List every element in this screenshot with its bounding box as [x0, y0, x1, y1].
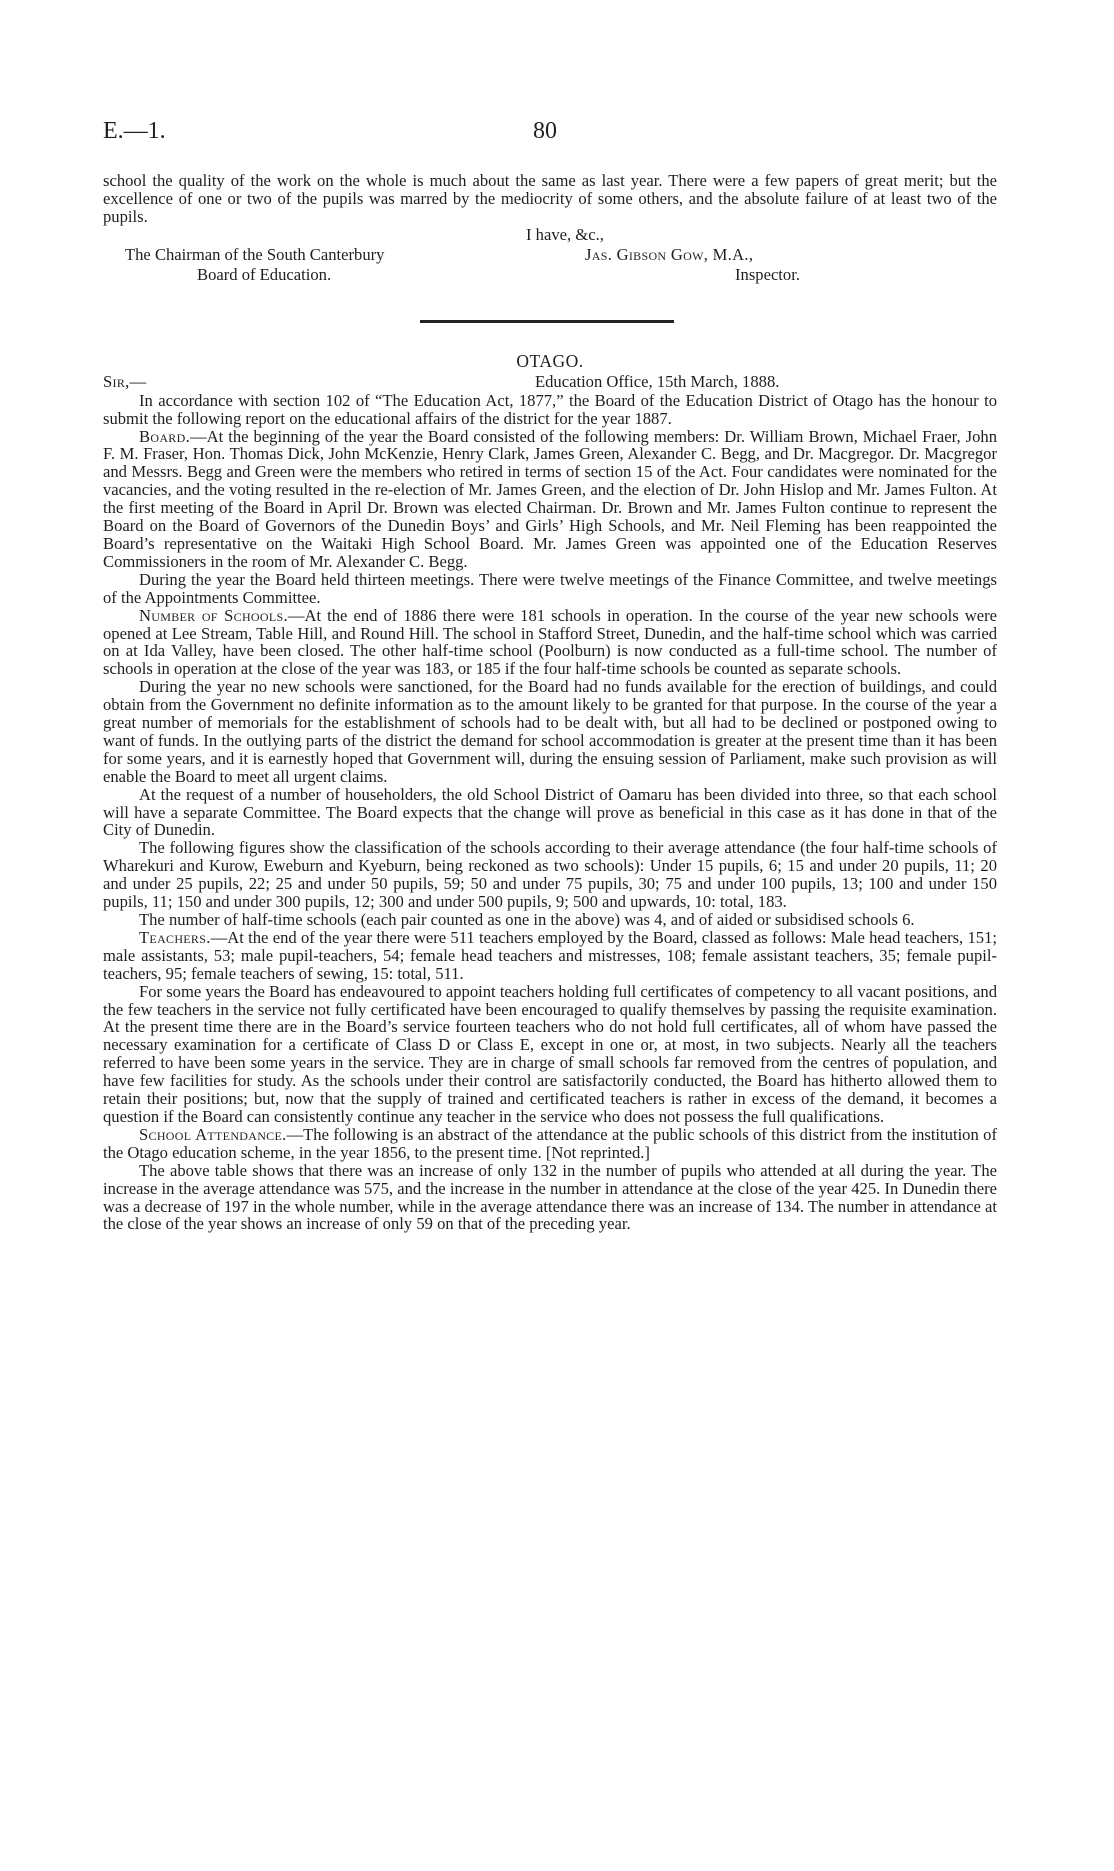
paragraph-text: The number of half-time schools (each pair counted as one in the above) was 4, and of aided or subsidised schools 6. [139, 910, 915, 929]
paragraph-heading: School Attendance. [139, 1124, 287, 1144]
paragraph-text: The following figures show the classification of the schools according to their average attendance (the four half-time schools of Wharekuri and Kurow, Eweburn and Kyeburn, being reckoned as two schools): Under 15 pupils, 6; 15 and under 20 pupils, 11; 20 and under 25 pupils, 22; 25 and under 50 pupils, 59; 50 and under 75 pupils, 30; 75 and under 100 pupils, 13; 100 and under 150 pupils, 11; 150 and under 300 pupils, 12; 300 and under 500 pupils, 9; 500 and upwards, 10: total, 183. [103, 838, 997, 912]
report-paragraph [103, 428, 997, 571]
report-paragraph [103, 911, 997, 929]
report-paragraph [103, 983, 997, 1126]
report-paragraph [103, 571, 997, 607]
paragraph-text: At the request of a number of householders, the old School District of Oamaru has been divided into three, so that each school will have a separate Committee. The Board expects that the change will prove as beneficial in this case as it has done in that of the City of Dunedin. [103, 784, 997, 840]
paragraph-heading: Board. [139, 426, 191, 446]
signatory-title: Inspector. [735, 264, 800, 284]
page-header [103, 118, 1003, 150]
paragraph-text: In accordance with section 102 of “The Education Act, 1877,” the Board of the Education District of Otago has the honour to submit the following report on the educational affairs of the district for the year 1887. [103, 390, 997, 428]
salutation-line [103, 373, 997, 392]
intro-paragraph: school the quality of the work on the whole is much about the same as last year. There were a few papers of great merit; but the excellence of one or two of the pupils was marred by the mediocrity of some others, and the absolute failure of at least two of the pupils. [103, 171, 997, 226]
paragraph-heading: Teachers. [139, 927, 211, 947]
paragraph-text: During the year the Board held thirteen meetings. There were twelve meetings of the Finance Committee, and twelve meetings of the Appointments Committee. [103, 569, 997, 607]
report-paragraph [103, 929, 997, 983]
closing-line: I have, &c., [526, 224, 604, 244]
section-divider-rule [420, 320, 674, 323]
addressee-line-1: The Chairman of the South Canterbury [125, 244, 385, 264]
report-paragraph [103, 392, 997, 428]
page-body [103, 172, 997, 1233]
report-paragraphs [103, 392, 997, 1234]
report-paragraph [103, 839, 997, 911]
report-paragraph [103, 786, 997, 840]
salutation: Sir,— [103, 371, 147, 391]
letter-signoff [103, 226, 997, 298]
report-paragraph [103, 607, 997, 679]
paragraph-text: —At the beginning of the year the Board consisted of the following members: Dr. William Brown, Michael Fraer, John F. M. Fraser, Hon. Thomas Dick, John McKenzie, Henry Clark, James Green, Alexander C. Begg, and Dr. Macgregor. Dr. Macgregor and Messrs. Begg and Green were the members who retired in terms of section 15 of the Act. Four candidates were nominated for the vacancies, and the voting resulted in the re-election of Mr. James Green, and the election of Dr. John Hislop and Mr. James Fulton. At the first meeting of the Board in April Dr. Brown was elected Chairman. Dr. Brown and Mr. James Fulton continue to represent the Board on the Board of Governors of the Dunedin Boys’ and Girls’ High Schools, and Mr. Neil Fleming has been reappointed the Board’s representative on the Waitaki High School Board. Mr. James Green was appointed one of the Education Reserves Commissioners in the room of Mr. Alexander C. Begg. [103, 426, 997, 571]
parliamentary-paper-reference: E.—1. [103, 118, 166, 144]
dateline: Education Office, 15th March, 1888. [535, 371, 780, 391]
paragraph-text: During the year no new schools were sanctioned, for the Board had no funds available for the erection of buildings, and could obtain from the Government no definite information as to the amount likely to be granted for that purpose. In the course of the year a great number of memorials for the establishment of schools had to be dealt with, but all had to be declined or postponed owing to want of funds. In the outlying parts of the district the demand for school accommodation is greater at the present time than it has been for some years, and it is earnestly hoped that Government will, during the ensuing session of Parliament, make such provision as will enable the Board to meet all urgent claims. [103, 677, 997, 786]
addressee-line-2: Board of Education. [197, 264, 332, 284]
paragraph-text: The above table shows that there was an increase of only 132 in the number of pupils who attended at all during the year. The increase in the average attendance was 575, and the increase in the number in attendance at the close of the year 425. In Dunedin there was a decrease of 197 in the whole number, while in the average attendance there was an increase of 134. The number in attendance at the close of the year shows an increase of only 59 on that of the preceding year. [103, 1160, 997, 1234]
paragraph-text: For some years the Board has endeavoured to appoint teachers holding full certificates of competency to all vacant positions, and the few teachers in the service not fully certificated have been encouraged to qualify themselves by passing the requisite examination. At the present time there are in the Board’s service fourteen teachers who do not hold full certificates, all of whom have passed the necessary examination for a certificate of Class D or Class E, except in one or, at most, in two subjects. Nearly all the teachers referred to have been some years in the service. They are in charge of small schools far removed from the centres of population, and have few facilities for study. As the schools under their control are satisfactorily conducted, the Board has hitherto allowed them to retain their positions; but, now that the supply of trained and certificated teachers is rather in excess of the demand, it becomes a question if the Board can consistently continue any teacher in the service who does not possess the full qualifications. [103, 981, 997, 1126]
paragraph-text: —At the end of the year there were 511 teachers employed by the Board, classed as follows: Male head teachers, 151; male assistants, 53; male pupil-teachers, 54; female head teachers and mistresses, 108; female assistant teachers, 35; female pupil-teachers, 95; female teachers of sewing, 15: total, 511. [103, 927, 997, 983]
paragraph-text: —The following is an abstract of the attendance at the public schools of this district from the institution of the Otago education scheme, in the year 1856, to the present time. [Not reprinted.] [103, 1124, 997, 1162]
section-title: OTAGO. [516, 350, 584, 371]
page-number: 80 [533, 118, 557, 144]
report-paragraph [103, 1162, 997, 1234]
signatory-name: Jas. Gibson Gow, M.A., [585, 244, 754, 264]
report-paragraph [103, 678, 997, 785]
paragraph-heading: Number of Schools. [139, 605, 288, 625]
paragraph-text: —At the end of 1886 there were 181 schools in operation. In the course of the year new schools were opened at Lee Stream, Table Hill, and Round Hill. The school in Stafford Street, Dunedin, and the half-time school which was carried on at Ida Valley, have been closed. The other half-time school (Poolburn) is now conducted as a full-time school. The number of schools in operation at the close of the year was 183, or 185 if the four half-time schools be counted as separate schools. [103, 605, 997, 679]
report-paragraph [103, 1126, 997, 1162]
